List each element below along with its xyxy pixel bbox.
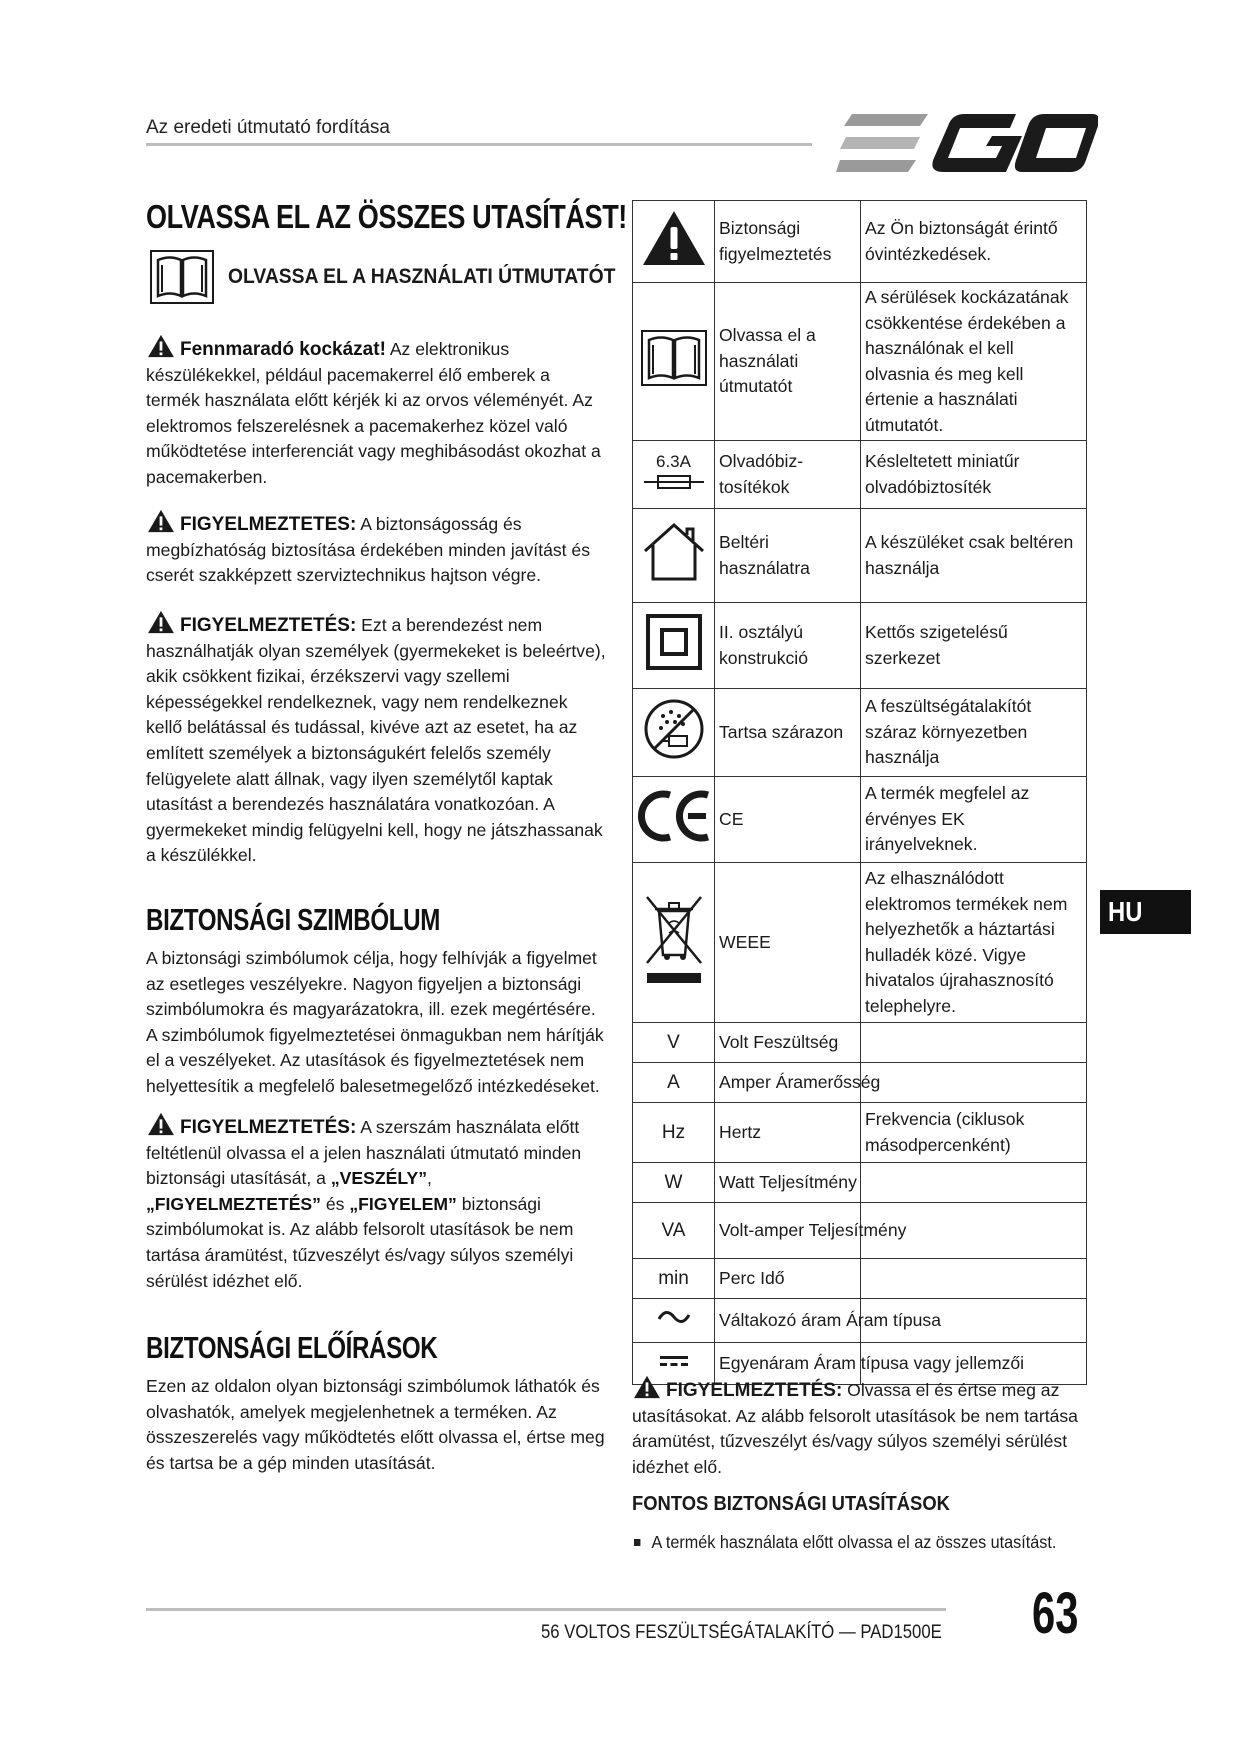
logo-o-icon bbox=[1015, 114, 1098, 172]
safety-alert-icon bbox=[641, 209, 707, 267]
warning-read-all-paragraph bbox=[146, 1112, 608, 1294]
logo-g-icon bbox=[932, 114, 1022, 172]
separator-and: és bbox=[320, 1193, 350, 1214]
icon-cell bbox=[633, 509, 715, 603]
symbols-table bbox=[632, 200, 1087, 1385]
page-number: 63 bbox=[1032, 1581, 1079, 1646]
important-safety-title: FONTOS BIZTONSÁGI UTASÍTÁSOK bbox=[632, 1493, 950, 1515]
unit-name: Perc Idő bbox=[715, 1259, 861, 1299]
footer-product-name: 56 VOLTOS FESZÜLTSÉGÁTALAKÍTÓ — PAD1500E bbox=[541, 1622, 942, 1643]
header-divider bbox=[146, 143, 812, 146]
table-row bbox=[633, 441, 1087, 509]
unit-name: Volt-amper Teljesítmény bbox=[715, 1203, 861, 1259]
symbol-name: Beltéri használatra bbox=[715, 509, 861, 603]
warning-repair-lead: FIGYELMEZTETES: bbox=[180, 514, 357, 535]
fuse-rating-label: 6.3A bbox=[656, 451, 691, 471]
symbol-name: Olvassa el a használati útmutatót bbox=[715, 283, 861, 441]
symbol-desc: Az Ön biztonságát érintő óvintézkedések. bbox=[861, 201, 1087, 283]
table-row bbox=[633, 777, 1087, 863]
unit-desc bbox=[861, 1063, 1087, 1103]
symbol-desc: Késleltetett miniatűr olvadóbiztosíték bbox=[861, 441, 1087, 509]
bullet-square-icon bbox=[634, 1539, 640, 1546]
table-row bbox=[633, 1023, 1087, 1063]
warning-read-all-lead: FIGYELMEZTETÉS: bbox=[180, 1117, 357, 1138]
icon-cell bbox=[633, 863, 715, 1023]
symbol-name: Tartsa szárazon bbox=[715, 689, 861, 777]
class-ii-double-square-icon bbox=[645, 613, 703, 671]
list-item bbox=[634, 1532, 1056, 1553]
language-tab bbox=[1100, 890, 1191, 934]
residual-risk-paragraph bbox=[146, 334, 608, 491]
unit-desc bbox=[861, 1259, 1087, 1299]
unit-symbol: min bbox=[633, 1259, 715, 1299]
table-row bbox=[633, 509, 1087, 603]
warning-read-understand-lead: FIGYELMEZTETÉS: bbox=[666, 1380, 843, 1401]
symbol-desc: Kettős szigetelésű szerkezet bbox=[861, 603, 1087, 689]
signal-word-danger: „VESZÉLY” bbox=[330, 1168, 428, 1189]
fuse-icon bbox=[644, 474, 704, 490]
unit-symbol: A bbox=[633, 1063, 715, 1103]
warning-read-understand-text: Olvassa el és értse meg az utasításokat. Az alább felsorolt utasítások be nem tartása áramütést, tűzveszélyt és/vagy súlyos személyi sérülést idézhet elő. bbox=[632, 1380, 1078, 1477]
header-subtitle: Az eredeti útmutató fordítása bbox=[146, 117, 390, 138]
symbol-name: Biztonsági figyelmeztetés bbox=[715, 201, 861, 283]
alternating-current-icon bbox=[656, 1307, 692, 1327]
indoor-house-icon bbox=[641, 521, 707, 583]
warning-triangle-icon bbox=[146, 1112, 176, 1136]
unit-symbol: V bbox=[633, 1023, 715, 1063]
manual-book-icon bbox=[641, 330, 707, 386]
warning-persons-lead: FIGYELMEZTETÉS: bbox=[180, 615, 357, 636]
warning-read-all-text-a: A szerszám használata előtt feltétlenül olvassa el a jelen használati útmutató minden biztonsági utasítását, a bbox=[146, 1117, 582, 1189]
table-row bbox=[633, 603, 1087, 689]
section-title-safety-symbol: BIZTONSÁGI SZIMBÓLUM bbox=[146, 902, 440, 937]
footer-divider bbox=[146, 1608, 946, 1611]
table-row bbox=[633, 1063, 1087, 1103]
safety-symbol-text: A biztonsági szimbólumok célja, hogy felhívják a figyelmet az esetleges veszélyekre. Nagyon figyeljen a biztonsági szimbólumokra és magyarázatokra, ill. ezek megértésére. A szimbólumok figyelmeztetései önmagukban nem hárítják el a veszélyeket. Az utasítások és figyelmeztetések nem helyettesítik a megfelelő balesetmegelőző intézkedéseket. bbox=[146, 948, 604, 1096]
table-row bbox=[633, 283, 1087, 441]
symbol-desc: A termék megfelel az érvényes EK irányelveknek. bbox=[861, 777, 1087, 863]
table-row bbox=[633, 1299, 1087, 1343]
warning-repair-text: A biztonságosság és megbízhatóság biztosítása érdekében minden javítást és cserét szakképzett szerviztechnikus hajtson végre. bbox=[146, 514, 591, 586]
signal-word-warning: „FIGYELMEZTETÉS” bbox=[146, 1193, 321, 1214]
warning-read-understand-paragraph bbox=[632, 1375, 1086, 1480]
residual-risk-lead: Fennmaradó kockázat! bbox=[180, 339, 386, 360]
unit-symbol: VA bbox=[633, 1203, 715, 1259]
unit-name: Watt Teljesítmény bbox=[715, 1163, 861, 1203]
page-title: OLVASSA EL AZ ÖSSZES UTASÍTÁST! bbox=[146, 198, 627, 235]
unit-name: Volt Feszültség bbox=[715, 1023, 861, 1063]
icon-cell bbox=[633, 283, 715, 441]
separator-comma: , bbox=[427, 1168, 432, 1189]
symbol-desc: Az elhasználódott elektromos termékek nem helyezhetők a háztartási hulladék közé. Vigye hivatalos újrahasznosító telephelyre. bbox=[861, 863, 1087, 1023]
safety-rules-text: Ezen az oldalon olyan biztonsági szimbólumok láthatók és olvashatók, amelyek megjelenhetnek a terméken. Az összeszerelés vagy működtetés előtt olvassa el, értse meg és tartsa be a gép minden utasítását. bbox=[146, 1376, 605, 1473]
table-row bbox=[633, 201, 1087, 283]
symbol-desc: A feszültségátalakítót száraz környezetben használja bbox=[861, 689, 1087, 777]
icon-cell bbox=[633, 777, 715, 863]
warning-read-all-text-b: biztonsági szimbólumokat is. Az alább felsorolt utasítások be nem tartása áramütést, tűzveszélyt és/vagy súlyos személyi sérülést idézhet elő. bbox=[146, 1193, 574, 1291]
manual-book-icon bbox=[150, 250, 214, 304]
symbol-name: WEEE bbox=[715, 863, 861, 1023]
signal-word-caution: „FIGYELEM” bbox=[349, 1193, 457, 1214]
table-row bbox=[633, 1103, 1087, 1163]
warning-triangle-icon bbox=[146, 509, 176, 533]
unit-symbol bbox=[633, 1299, 715, 1343]
icon-cell bbox=[633, 689, 715, 777]
language-tab-label: HU bbox=[1108, 896, 1143, 927]
unit-name: Hertz bbox=[715, 1103, 861, 1163]
symbol-name: CE bbox=[715, 777, 861, 863]
unit-symbol: Hz bbox=[633, 1103, 715, 1163]
table-row bbox=[633, 1259, 1087, 1299]
unit-desc bbox=[861, 1163, 1087, 1203]
unit-symbol: W bbox=[633, 1163, 715, 1203]
ce-mark-icon bbox=[636, 787, 712, 845]
icon-cell bbox=[633, 603, 715, 689]
unit-name: Amper Áramerősség bbox=[715, 1063, 861, 1103]
symbol-name: Olvadóbiz-tosítékok bbox=[715, 441, 861, 509]
icon-cell bbox=[633, 201, 715, 283]
warning-persons-text: Ezt a berendezést nem használhatják olyan személyek (gyermekeket is beleértve), akik csökkent fizikai, érzékszervi vagy szellemi képességekkel rendelkeznek, vagy nem rendelkeznek kellő belátással és tudással, kivéve azt az esetet, ha az említett személyek a biztonságukért felelős személy felügyelete alatt állnak, vagy ilyen személytől kaptak utasítást a berendezés használatára vonatkozóan. A gyermekeket mindig felügyelni kell, hogy ne játszhassanak a készülékkel. bbox=[146, 615, 606, 866]
keep-dry-icon bbox=[643, 698, 705, 760]
table-row bbox=[633, 689, 1087, 777]
symbol-name: II. osztályú konstrukció bbox=[715, 603, 861, 689]
warning-triangle-icon bbox=[146, 610, 176, 634]
symbol-desc: A sérülések kockázatának csökkentése érdekében a használónak el kell olvasnia és meg kell értenie a használati útmutatót. bbox=[861, 283, 1087, 441]
read-manual-row bbox=[150, 250, 649, 304]
direct-current-icon bbox=[658, 1353, 690, 1369]
logo-e-icon bbox=[836, 114, 928, 172]
symbol-desc: A készüléket csak beltéren használja bbox=[861, 509, 1087, 603]
weee-crossed-bin-icon bbox=[641, 891, 707, 987]
table-row bbox=[633, 1163, 1087, 1203]
warning-persons-paragraph bbox=[146, 610, 608, 869]
icon-cell bbox=[633, 441, 715, 509]
ego-logo bbox=[836, 112, 1098, 174]
warning-repair-paragraph bbox=[146, 509, 608, 589]
read-manual-label: OLVASSA EL A HASZNÁLATI ÚTMUTATÓT bbox=[228, 265, 616, 288]
list-item-text: A termék használata előtt olvassa el az összes utasítást. bbox=[651, 1532, 1057, 1552]
warning-triangle-icon bbox=[146, 334, 176, 358]
table-row bbox=[633, 863, 1087, 1023]
unit-desc: Frekvencia (ciklusok másodpercenként) bbox=[861, 1103, 1087, 1163]
section-title-safety-rules: BIZTONSÁGI ELŐÍRÁSOK bbox=[146, 1330, 438, 1365]
unit-name: Egyenáram Áram típusa vagy jellemzői bbox=[715, 1343, 861, 1385]
unit-name: Váltakozó áram Áram típusa bbox=[715, 1299, 861, 1343]
residual-risk-text: Az elektronikus készülékekkel, például pacemakerrel élő emberek a termék használata előtt kérjék ki az orvos véleményét. Az elektromos felszerelésnek a pacemakerhez közel való működtetése interferenciát vagy meghibásodást okozhat a pacemakerben. bbox=[146, 339, 601, 487]
unit-desc bbox=[861, 1023, 1087, 1063]
warning-triangle-icon bbox=[632, 1375, 662, 1399]
table-row bbox=[633, 1203, 1087, 1259]
